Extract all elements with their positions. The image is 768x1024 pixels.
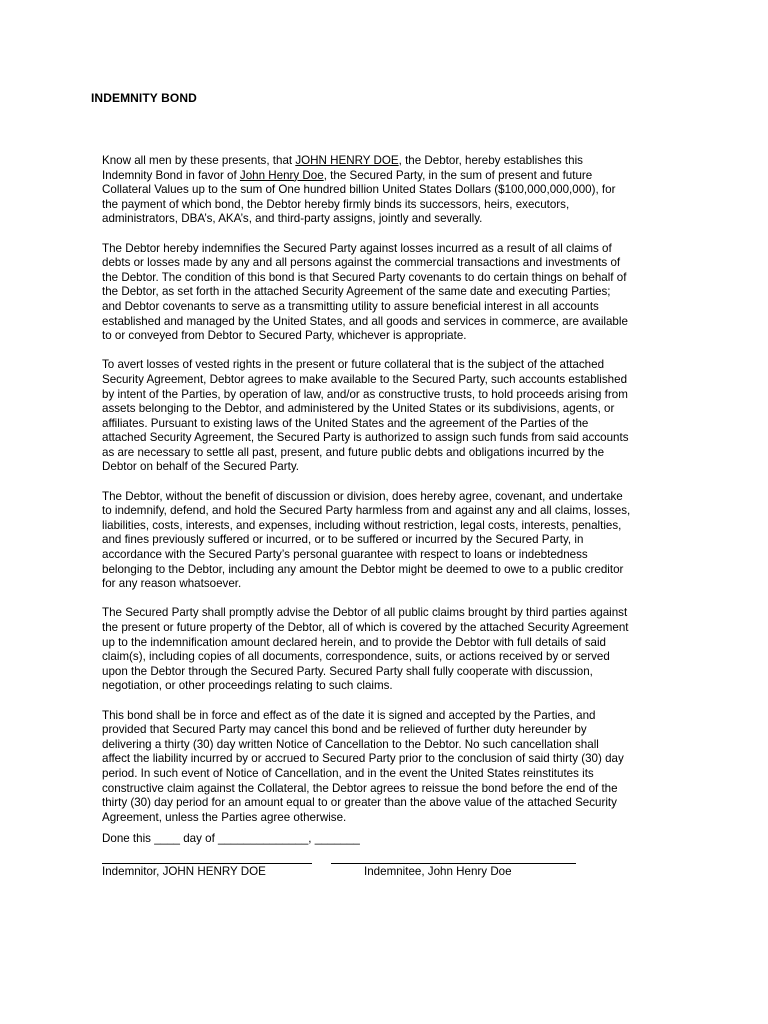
indemnitor-label: Indemnitor, JOHN HENRY DOE: [102, 865, 266, 878]
underlined-party-name: John Henry Doe: [239, 168, 324, 182]
indemnitor-signature-block: [102, 863, 312, 878]
text-run: and fines previously suffered or incurred, or to be suffered or incurred by the Secured Party, in: [102, 533, 584, 547]
text-line: [102, 709, 682, 724]
text-line: [102, 665, 682, 680]
text-line: [102, 650, 682, 665]
text-run: administrators, DBA’s, AKA’s, and third-party assigns, jointly and severally.: [102, 212, 483, 226]
text-run: period. In such event of Notice of Cancellation, and in the event the United States reinstitutes its: [102, 766, 594, 780]
text-run: negotiation, or other proceedings relating to such claims.: [102, 679, 393, 693]
text-line: [102, 198, 682, 213]
indemnitee-signature-block: [331, 863, 576, 878]
text-run: the present or future property of the Debtor, all of which is covered by the attached Security Agreement: [102, 621, 629, 634]
text-run: the payment of which bond, the Debtor hereby firmly binds its successors, heirs, executors,: [102, 197, 570, 211]
text-line: [102, 636, 682, 651]
text-run: Collateral Values up to the sum of One hundred billion United States Dollars ($100,000,000,000), for: [102, 183, 616, 197]
text-run: affect the liability incurred by or accrued to Secured Party prior to the conclusion of said thirty (30) day: [102, 752, 624, 766]
text-run: thirty (30) day period for an amount equal to or greater than the above value of the attached Security: [102, 796, 617, 810]
text-line: [102, 329, 682, 344]
text-line: [102, 460, 682, 475]
indemnitee-label: Indemnitee, John Henry Doe: [364, 865, 512, 878]
text-run: Indemnity Bond in favor of: [102, 168, 240, 182]
indemnitee-signature-line: [331, 863, 576, 864]
text-run: constructive claim against the Collateral, the Debtor agrees to reissue the bond before the end of the: [102, 781, 618, 795]
text-run: claim(s), including copies of all documents, correspondence, suits, or actions received by or served: [102, 650, 610, 664]
text-run: attached Security Agreement, the Secured Party is authorized to assign such funds from said accounts: [102, 431, 629, 445]
text-line: [102, 606, 682, 621]
text-line: [102, 256, 682, 271]
text-line: [102, 490, 682, 505]
text-line: [102, 796, 682, 811]
text-line: [102, 212, 682, 227]
text-run: , the Secured Party, in the sum of present and future: [323, 168, 593, 182]
indemnitor-signature-line: [102, 863, 312, 864]
text-line: [102, 621, 682, 636]
text-run: to or conveyed from Debtor to Secured Party, whichever is appropriate.: [102, 329, 467, 343]
paragraph: [102, 490, 682, 592]
text-line: [102, 811, 682, 826]
text-run: Agreement, unless the Parties agree otherwise.: [102, 810, 347, 824]
text-run: The Secured Party shall promptly advise the Debtor of all public claims brought by third parties against: [102, 606, 628, 620]
text-run: provided that Secured Party may cancel this bond and be relieved of further duty hereunder by: [102, 723, 587, 737]
text-run: up to the indemnification amount declared herein, and to provide the Debtor with full details of said: [102, 635, 606, 649]
text-line: [102, 723, 682, 738]
text-run: To avert losses of vested rights in the present or future collateral that is the subject of the attached: [102, 358, 605, 372]
text-line: [102, 533, 682, 548]
text-line: [102, 679, 682, 694]
text-run: The Debtor hereby indemnifies the Secured Party against losses incurred as a result of all claims of: [102, 241, 612, 255]
text-run: upon the Debtor through the Secured Party. Secured Party shall fully cooperate with discussion,: [102, 664, 593, 678]
text-line: [102, 315, 682, 330]
text-line: [102, 767, 682, 782]
text-run: Know all men by these presents, that: [102, 154, 296, 167]
text-line: [102, 431, 682, 446]
text-line: [102, 563, 682, 578]
text-run: established and managed by the United States, and all goods and services in commerce, are available: [102, 314, 628, 328]
text-run: as are necessary to settle all past, present, and future public debts and obligations incurred by the: [102, 445, 605, 459]
paragraph: [102, 709, 682, 826]
text-line: [102, 271, 682, 286]
text-run: delivering a thirty (30) day written Notice of Cancellation to the Debtor. No such cancellation shall: [102, 737, 599, 751]
text-line: [102, 402, 682, 417]
paragraph: [102, 358, 682, 475]
text-line: [102, 738, 682, 753]
text-run: debts or losses made by any and all persons against the commercial transactions and investments of: [102, 256, 621, 270]
text-line: [102, 504, 682, 519]
text-line: [102, 373, 682, 388]
text-run: assets belonging to the Debtor, and administered by the United States or its subdivisions, agents, or: [102, 402, 615, 416]
paragraph: [102, 242, 682, 344]
text-line: [102, 183, 682, 198]
done-this-date-line: Done this ____ day of ______________, _______: [102, 832, 360, 845]
text-run: Security Agreement, Debtor agrees to make available to the Secured Party, such accounts established: [102, 372, 628, 386]
underlined-party-name: JOHN HENRY DOE: [295, 154, 399, 167]
text-run: and Debtor covenants to serve as a transmitting utility to assure beneficial interest in all accounts: [102, 299, 599, 313]
paragraph: [102, 154, 682, 227]
text-run: , the Debtor, hereby establishes this: [398, 154, 583, 167]
text-run: by intent of the Parties, by operation of law, and/or as constructive trusts, to hold proceeds arising from: [102, 387, 628, 401]
text-line: [102, 417, 682, 432]
text-run: belonging to the Debtor, including any amount the Debtor might be deemed to owe to a public creditor: [102, 562, 624, 576]
text-run: the Debtor, as set forth in the attached Security Agreement of the same date and executing Parties;: [102, 285, 611, 299]
text-run: affiliates. Pursuant to existing laws of the United States and the agreement of the Parties of the: [102, 416, 589, 430]
text-line: [102, 358, 682, 373]
text-line: [102, 300, 682, 315]
text-run: This bond shall be in force and effect as of the date it is signed and accepted by the Parties, and: [102, 708, 596, 722]
text-run: liabilities, costs, interests, and expenses, including without restriction, legal costs, interests, penalties,: [102, 518, 622, 532]
text-line: [102, 782, 682, 797]
paragraph: [102, 606, 682, 694]
text-line: [102, 388, 682, 403]
document-title: INDEMNITY BOND: [91, 91, 197, 105]
text-line: [102, 548, 682, 563]
text-line: [102, 242, 682, 257]
text-run: to indemnify, defend, and hold the Secured Party harmless from and against any and all claims, losses,: [102, 504, 631, 518]
text-line: [102, 519, 682, 534]
text-line: [102, 446, 682, 461]
text-run: Debtor on behalf of the Secured Party.: [102, 460, 299, 474]
text-run: accordance with the Secured Party’s personal guarantee with respect to loans or indebtedness: [102, 548, 588, 562]
text-line: [102, 285, 682, 300]
text-line: [102, 169, 682, 184]
text-run: for any reason whatsoever.: [102, 577, 242, 591]
text-line: [102, 577, 682, 592]
document-body: [102, 154, 682, 840]
text-line: [102, 154, 682, 169]
text-run: the Debtor. The condition of this bond is that Secured Party covenants to do certain things on behalf of: [102, 270, 627, 284]
text-run: The Debtor, without the benefit of discussion or division, does hereby agree, covenant, and undertake: [102, 489, 623, 503]
text-line: [102, 752, 682, 767]
